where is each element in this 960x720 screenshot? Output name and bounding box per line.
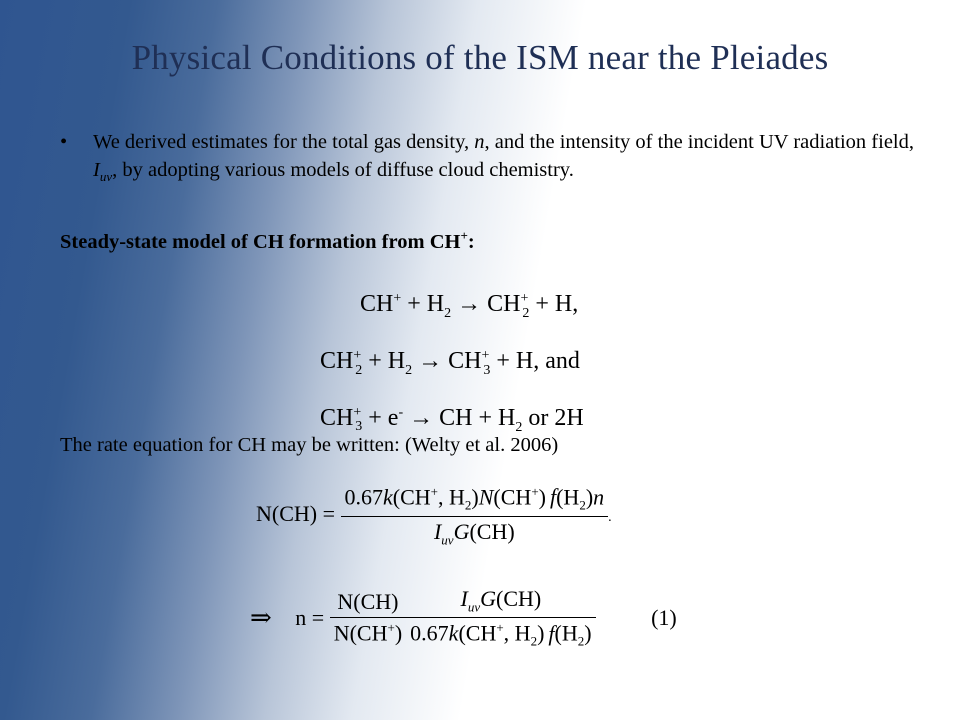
t: (CH: [392, 484, 431, 510]
arrow-term: → CH: [451, 291, 521, 317]
t: +: [430, 484, 439, 499]
t: , H: [503, 620, 531, 646]
t: N: [478, 484, 494, 510]
fraction-denominator: [341, 517, 609, 548]
t: (CH): [496, 586, 542, 611]
section-heading-colon: :: [467, 230, 475, 253]
fraction-denominator: [330, 618, 406, 646]
t: 0.67: [410, 620, 449, 646]
subscript: 2: [405, 362, 413, 378]
species: CH: [320, 347, 354, 374]
section-heading-sup: +: [460, 228, 468, 243]
t: N(CH: [333, 620, 388, 646]
subscript: 2: [355, 362, 363, 378]
species: CH: [320, 404, 354, 431]
t: 2: [577, 634, 585, 650]
t: ): [537, 620, 545, 646]
t: 2: [579, 497, 586, 513]
t: (H: [556, 484, 580, 510]
equation-number: (1): [651, 605, 677, 631]
section-heading: [60, 228, 475, 254]
species: CH: [360, 291, 394, 317]
reaction-1: [360, 278, 660, 335]
subscript: 3: [483, 362, 491, 378]
arrow-term: → CH + H: [403, 404, 516, 431]
bullet-text-part: , and the intensity of the incident UV radiation field,: [484, 131, 914, 153]
charge: +: [393, 291, 402, 306]
fraction-numerator: N(CH): [330, 589, 406, 618]
t: uv: [467, 599, 481, 615]
term: + e: [362, 404, 399, 431]
subscript-uv: uv: [99, 169, 113, 185]
equation-lhs: N(CH) =: [256, 501, 336, 527]
term: or 2H: [522, 404, 584, 431]
term: + H: [401, 291, 445, 317]
subscript: 2: [522, 305, 530, 321]
equation-fraction-1: [330, 589, 406, 646]
equation-period: .: [608, 510, 612, 526]
t: G: [480, 586, 496, 611]
charge: +: [353, 404, 362, 420]
charge: +: [481, 347, 490, 363]
equation-fraction-2: [406, 586, 595, 650]
t: 2: [464, 497, 472, 513]
slide-title: Physical Conditions of the ISM near the Pleiades: [131, 38, 829, 77]
t: I: [433, 518, 442, 544]
bullet-marker: •: [60, 131, 68, 153]
term: + H: [362, 347, 406, 374]
t: uv: [441, 532, 454, 548]
equation-lhs: n =: [295, 605, 325, 631]
subscript: 2: [515, 419, 523, 435]
t: , H: [438, 484, 465, 510]
t: I: [460, 586, 468, 611]
t: 0.67: [344, 484, 384, 510]
section-heading-text: Steady-state model of CH formation from CH: [60, 230, 461, 253]
subscript: 3: [355, 419, 363, 435]
t: k: [448, 620, 459, 646]
t: f: [549, 484, 557, 510]
t: ): [471, 484, 479, 510]
term: + H,: [529, 291, 579, 317]
t: +: [496, 620, 504, 636]
equation-fraction: [341, 484, 609, 548]
t: ): [538, 484, 546, 510]
t: f: [548, 620, 555, 646]
t: ): [585, 484, 594, 510]
equation-density: [250, 586, 677, 650]
t: +: [531, 484, 539, 499]
t: k: [383, 484, 393, 510]
t: G: [453, 518, 470, 544]
bullet-text-part: We derived estimates for the total gas density,: [93, 131, 475, 153]
bullet-item: [60, 128, 920, 191]
t: ): [394, 620, 403, 646]
t: 2: [530, 634, 538, 650]
t: (H: [554, 620, 578, 646]
t: (CH): [469, 518, 515, 544]
charge: +: [520, 291, 529, 306]
bullet-text: [93, 128, 920, 191]
t: ): [584, 620, 592, 646]
reaction-list: [320, 278, 660, 448]
reaction-2: [320, 335, 660, 392]
var-n: n: [474, 131, 485, 153]
t: +: [387, 620, 395, 636]
subscript: 2: [444, 305, 452, 321]
charge: +: [353, 347, 362, 363]
t: n: [593, 484, 605, 510]
fraction-numerator: [406, 586, 595, 618]
equation-column-density: [256, 484, 612, 548]
implies-arrow-icon: ⇒: [250, 603, 272, 633]
t: (CH: [493, 484, 532, 510]
rate-equation-intro: The rate equation for CH may be written: (Welty et al. 2006): [60, 434, 559, 456]
bullet-text-part: , by adopting various models of diffuse cloud chemistry.: [112, 159, 574, 181]
var-I: I: [93, 159, 100, 181]
t: (CH: [458, 620, 497, 646]
fraction-numerator: [341, 484, 609, 517]
term: + H, and: [490, 347, 580, 374]
arrow-term: → CH: [412, 347, 482, 374]
fraction-denominator: [406, 618, 595, 650]
charge: -: [398, 404, 404, 420]
